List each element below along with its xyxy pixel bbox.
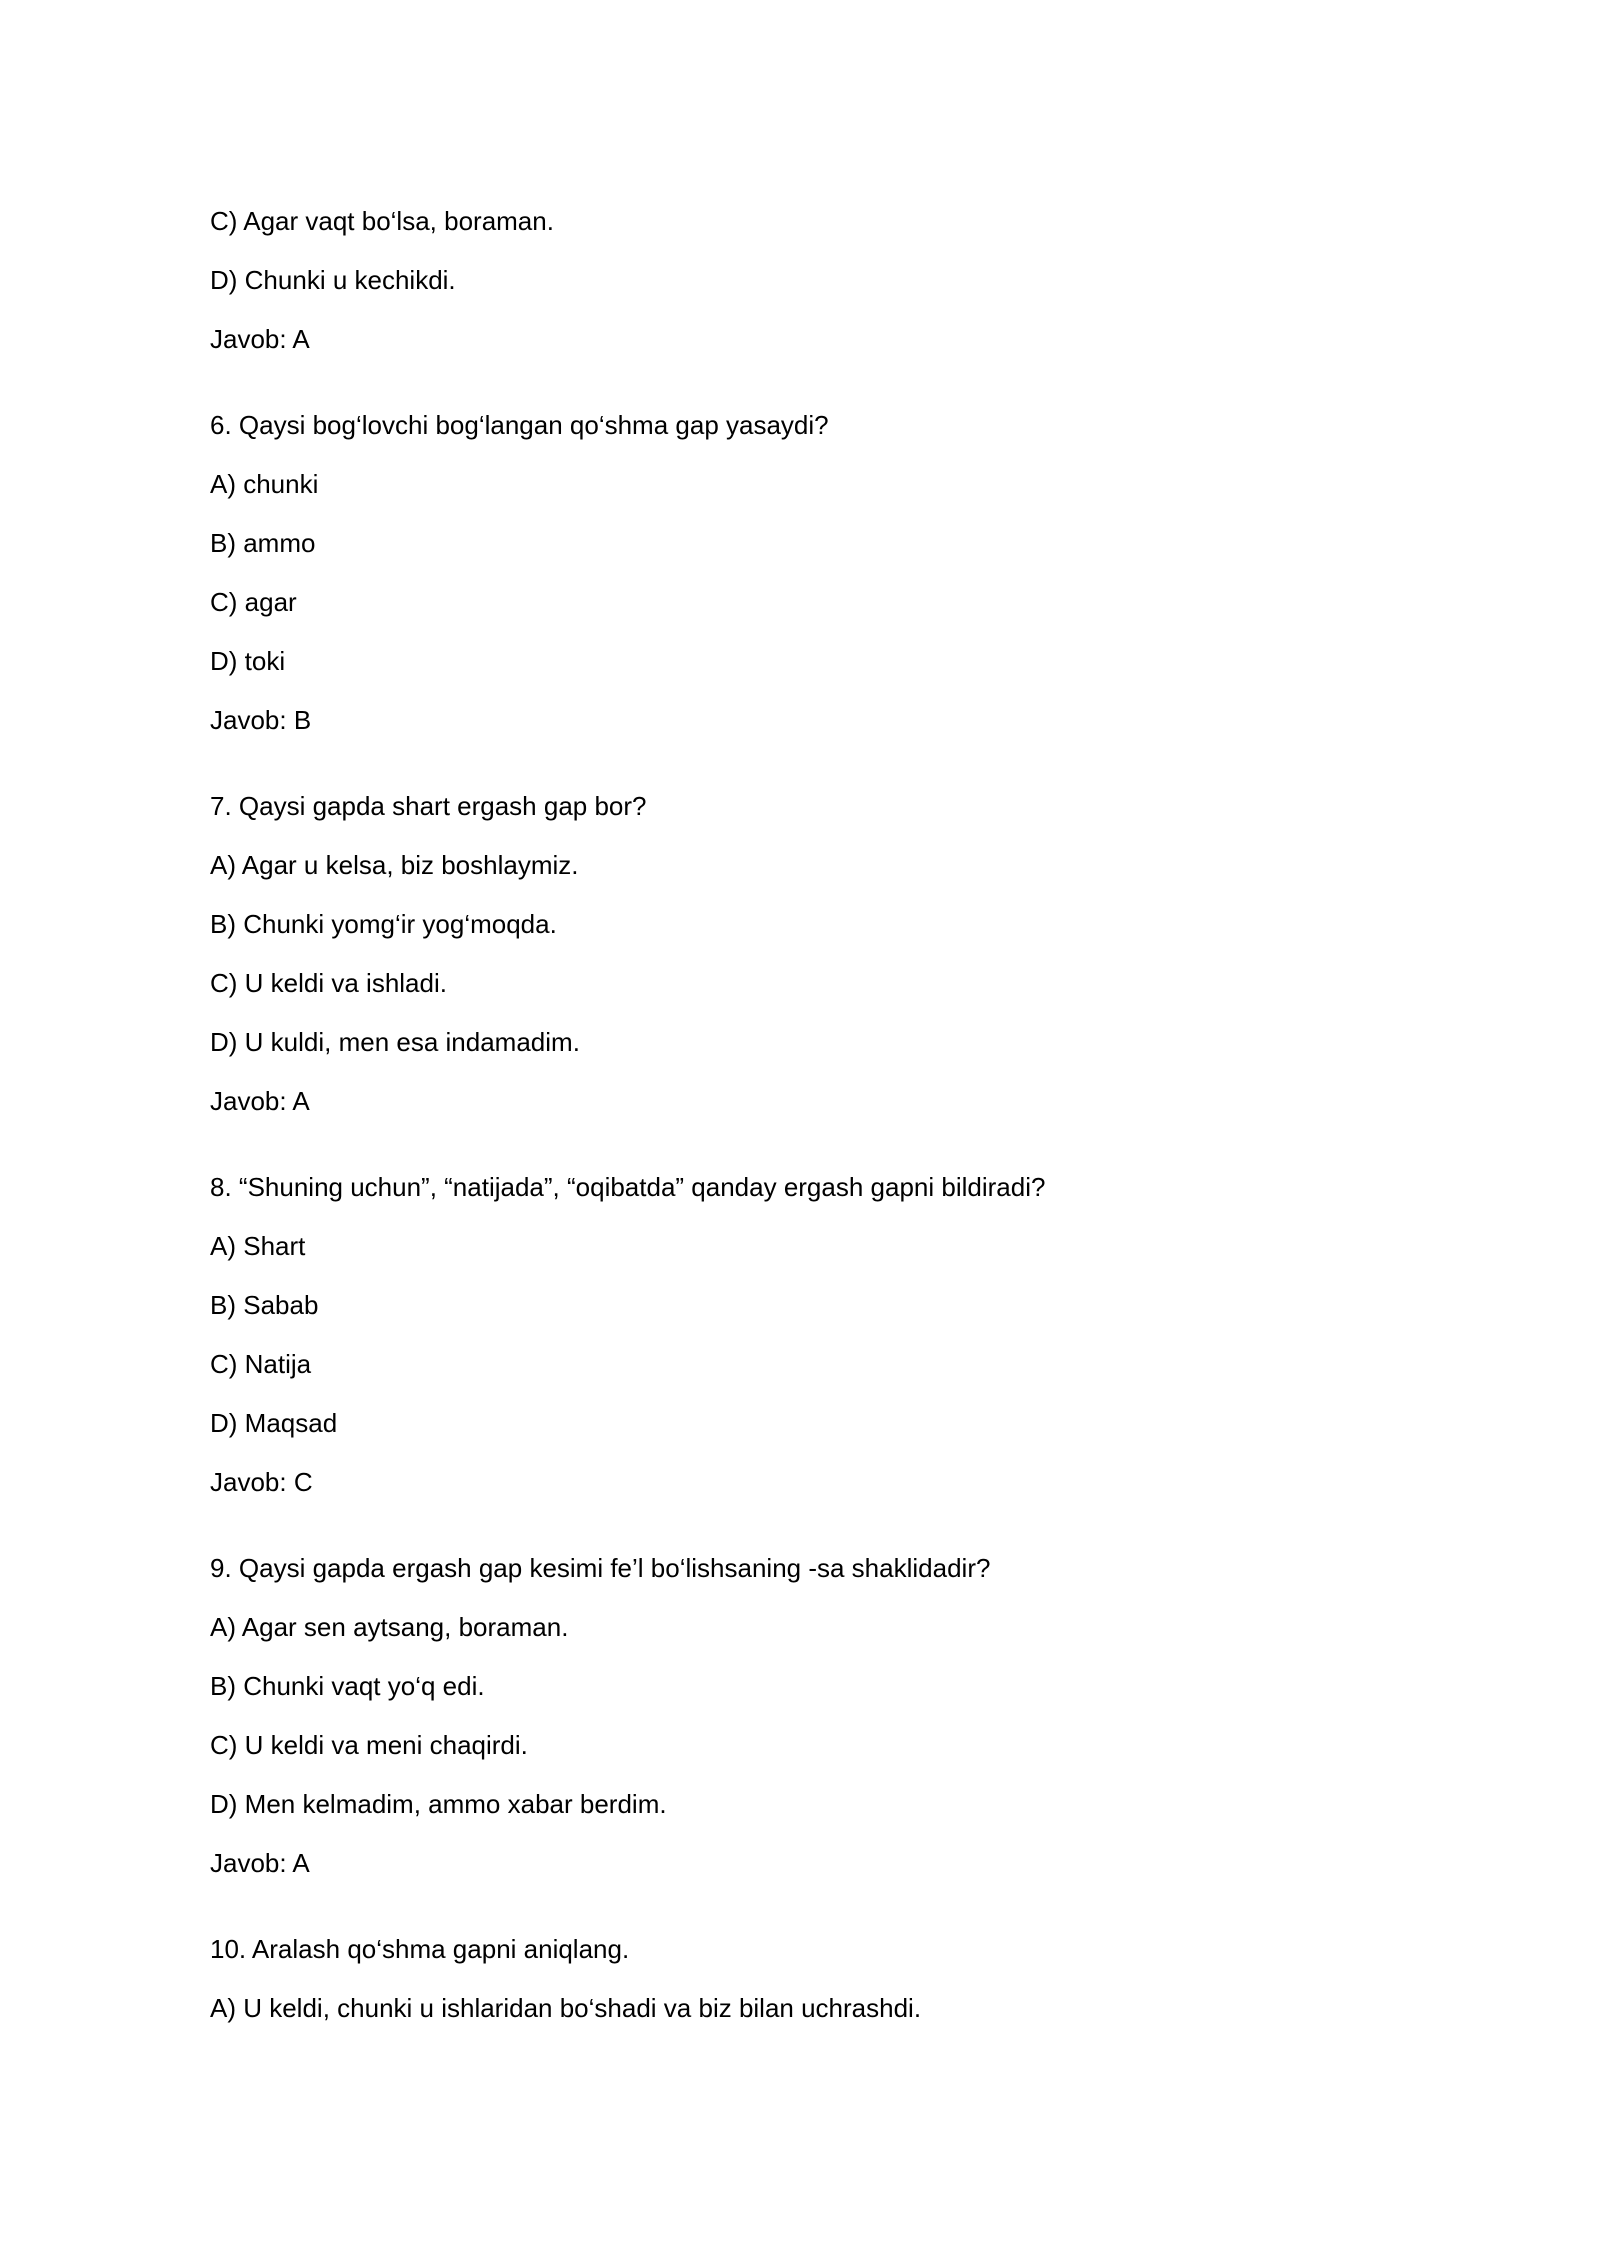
question-text: 8. “Shuning uchun”, “natijada”, “oqibatda” qanday ergash gapni bildiradi? [210, 1172, 1046, 1202]
option: C) U keldi va meni chaqirdi. [210, 1730, 528, 1760]
option: B) Sabab [210, 1290, 319, 1320]
spacer [210, 382, 1410, 409]
question-text: 9. Qaysi gapda ergash gap kesimi fe’l bo‘lishsaning -sa shaklidadir? [210, 1553, 991, 1583]
answer: Javob: C [210, 1467, 313, 1497]
question-block-8 [210, 1171, 1410, 1498]
answer: Javob: A [210, 324, 310, 354]
option: A) Shart [210, 1231, 306, 1261]
option: D) toki [210, 646, 286, 676]
document-page [210, 205, 1410, 2051]
option: C) Natija [210, 1349, 312, 1379]
option: B) Chunki vaqt yo‘q edi. [210, 1671, 485, 1701]
option: A) Agar sen aytsang, boraman. [210, 1612, 569, 1642]
option: C) agar [210, 587, 297, 617]
spacer [210, 763, 1410, 790]
option: D) U kuldi, men esa indamadim. [210, 1027, 580, 1057]
answer: Javob: A [210, 1848, 310, 1878]
lead-block [210, 205, 1410, 355]
question-block-10 [210, 1933, 1410, 2024]
option: C) U keldi va ishladi. [210, 968, 447, 998]
question-block-6 [210, 409, 1410, 736]
option: B) Chunki yomg‘ir yog‘moqda. [210, 909, 557, 939]
answer: Javob: B [210, 705, 312, 735]
option: C) Agar vaqt bo‘lsa, boraman. [210, 206, 554, 236]
spacer [210, 1906, 1410, 1933]
option: B) ammo [210, 528, 316, 558]
question-text: 6. Qaysi bog‘lovchi bog‘langan qo‘shma gap yasaydi? [210, 410, 829, 440]
option: A) Agar u kelsa, biz boshlaymiz. [210, 850, 579, 880]
question-text: 10. Aralash qo‘shma gapni aniqlang. [210, 1934, 630, 1964]
question-text: 7. Qaysi gapda shart ergash gap bor? [210, 791, 647, 821]
option: D) Maqsad [210, 1408, 338, 1438]
question-block-7 [210, 790, 1410, 1117]
spacer [210, 1144, 1410, 1171]
answer: Javob: A [210, 1086, 310, 1116]
option: D) Men kelmadim, ammo xabar berdim. [210, 1789, 667, 1819]
spacer [210, 1525, 1410, 1552]
option: A) U keldi, chunki u ishlaridan bo‘shadi va biz bilan uchrashdi. [210, 1993, 922, 2023]
question-block-9 [210, 1552, 1410, 1879]
option: D) Chunki u kechikdi. [210, 265, 456, 295]
option: A) chunki [210, 469, 319, 499]
